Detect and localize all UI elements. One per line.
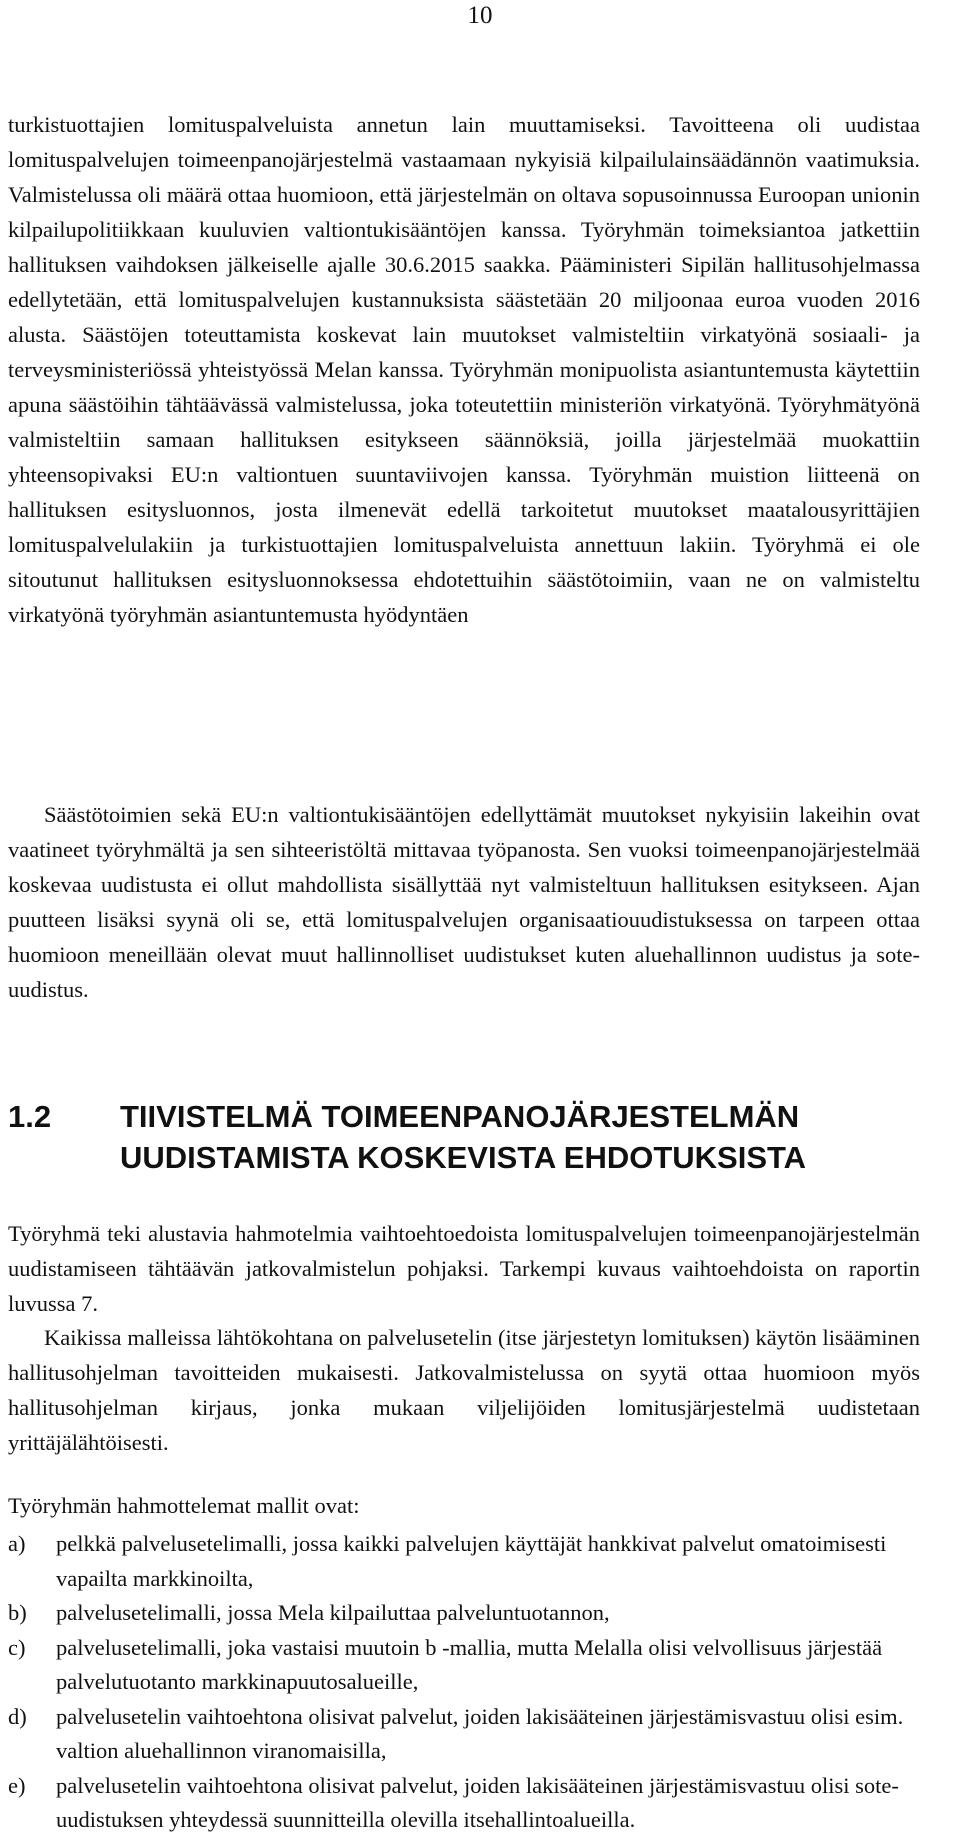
- list-marker: b): [8, 1600, 27, 1625]
- list-marker: d): [8, 1703, 27, 1729]
- list-item-text: palvelusetelimalli, joka vastaisi muutoin b -mallia, mutta Melalla olisi velvollisuus järjestää palvelutuotanto markkinapuutosalueille,: [56, 1634, 883, 1694]
- list-marker: e): [8, 1772, 26, 1798]
- section-number: 1.2: [8, 1099, 52, 1134]
- section-title: TIIVISTELMÄ TOIMEENPANOJÄRJESTELMÄN UUDISTAMISTA KOSKEVISTA EHDOTUKSISTA: [120, 1099, 807, 1175]
- list-item-text: palvelusetelin vaihtoehtona olisivat palvelut, joiden lakisääteinen järjestämisvastuu olisi esim. valtion aluehallinnon viranomaisilla,: [56, 1703, 904, 1763]
- section-heading: [8, 1096, 920, 1178]
- page-number: 10: [467, 2, 493, 29]
- paragraph-starting-point: Kaikissa malleissa lähtökohtana on palvelusetelin (itse järjestetyn lomituksen) käytön lisääminen hallitusohjelman tavoitteiden mukaisesti. Jatkovalmistelussa on syytä ottaa huomioon myös hallitusohjelman kirjaus, jonka mukaan viljelijöiden lomitusjärjestelmä uudistetaan yrittäjälähtöisesti.: [8, 1325, 920, 1455]
- list-item-text: palvelusetelimalli, jossa Mela kilpailuttaa palveluntuotannon,: [56, 1600, 610, 1625]
- paragraph-models-intro: Työryhmän hahmottelemat mallit ovat:: [8, 1493, 360, 1518]
- list-marker: c): [8, 1634, 26, 1660]
- list-item: [8, 1527, 920, 1596]
- list-item-text: palvelusetelin vaihtoehtona olisivat palvelut, joiden lakisääteinen järjestämisvastuu olisi sote-uudistuksen yhteydessä suunnitteilla olevilla itsehallintoalueilla.: [56, 1772, 899, 1832]
- paragraph-background: turkistuottajien lomituspalveluista annetun lain muuttamiseksi. Tavoitteena oli uudistaa lomituspalvelujen toimeenpanojärjestelmä vastaamaan nykyisiä kilpailulainsäädännön vaatimuksia. Valmistelussa oli määrä ottaa huomioon, että järjestelmän on oltava sopusoinnussa Euroopan unionin kilpailupolitiikkaan kuuluvien valtiontukisääntöjen kanssa. Työryhmän toimeksiantoa jatkettiin hallituksen vaihdoksen jälkeiselle ajalle 30.6.2015 saakka. Pääministeri Sipilän hallitusohjelmassa edellytetään, että lomituspalvelujen kustannuksista säästetään 20 miljoonaa euroa vuoden 2016 alusta. Säästöjen toteuttamista koskevat lain muutokset valmisteltiin virkatyönä sosiaali- ja terveysministeriössä yhteistyössä Melan kanssa. Työryhmän monipuolista asiantuntemusta käytettiin apuna säästöihin tähtäävässä valmistelussa, joka toteutettiin ministeriön virkatyönä. Työryhmätyönä valmisteltiin samaan hallituksen esitykseen säännöksiä, joilla järjestelmää muokattiin yhteensopivaksi EU:n valtiontuen suuntaviivojen kanssa. Työryhmän muistion liitteenä on hallituksen esitysluonnos, josta ilmenevät edellä tarkoitetut muutokset maatalousyrittäjien lomituspalvelulakiin ja turkistuottajien lomituspalveluista annettuun lakiin. Työryhmä ei ole sitoutunut hallituksen esitysluonnoksessa ehdotettuihin säästötoimiin, vaan ne on valmisteltu virkatyönä työryhmän asiantuntemusta hyödyntäen: [8, 112, 920, 627]
- paragraph-reform-constraints: Säästötoimien sekä EU:n valtiontukisääntöjen edellyttämät muutokset nykyisiin lakeihin ovat vaatineet työryhmältä ja sen sihteeristöltä mittavaa työpanosta. Sen vuoksi toimeenpanojärjestelmää koskevaa uudistusta ei ollut mahdollista sisällyttää nyt valmisteltuun hallituksen esitykseen. Ajan puutteen lisäksi syynä oli se, että lomituspalvelujen organisaatiouudistuksessa on tarpeen ottaa huomioon meneillään olevat muut hallinnolliset uudistukset kuten aluehallinnon uudistus ja sote-uudistus.: [8, 802, 920, 1002]
- models-list: [8, 1527, 920, 1838]
- list-item: [8, 1631, 920, 1700]
- list-item-text: pelkkä palvelusetelimalli, jossa kaikki palvelujen käyttäjät hankkivat palvelut omatoimisesti vapailta markkinoilta,: [56, 1531, 887, 1591]
- list-marker: a): [8, 1531, 26, 1556]
- paragraph-alternatives: Työryhmä teki alustavia hahmotelmia vaihtoehtoedoista lomituspalvelujen toimeenpanojärjestelmän uudistamiseen tähtäävän jatkovalmistelun pohjaksi. Tarkempi kuvaus vaihtoehdoista on raportin luvussa 7.: [8, 1221, 920, 1316]
- list-item: [8, 1596, 920, 1631]
- list-item: [8, 1769, 920, 1838]
- list-item: [8, 1700, 920, 1769]
